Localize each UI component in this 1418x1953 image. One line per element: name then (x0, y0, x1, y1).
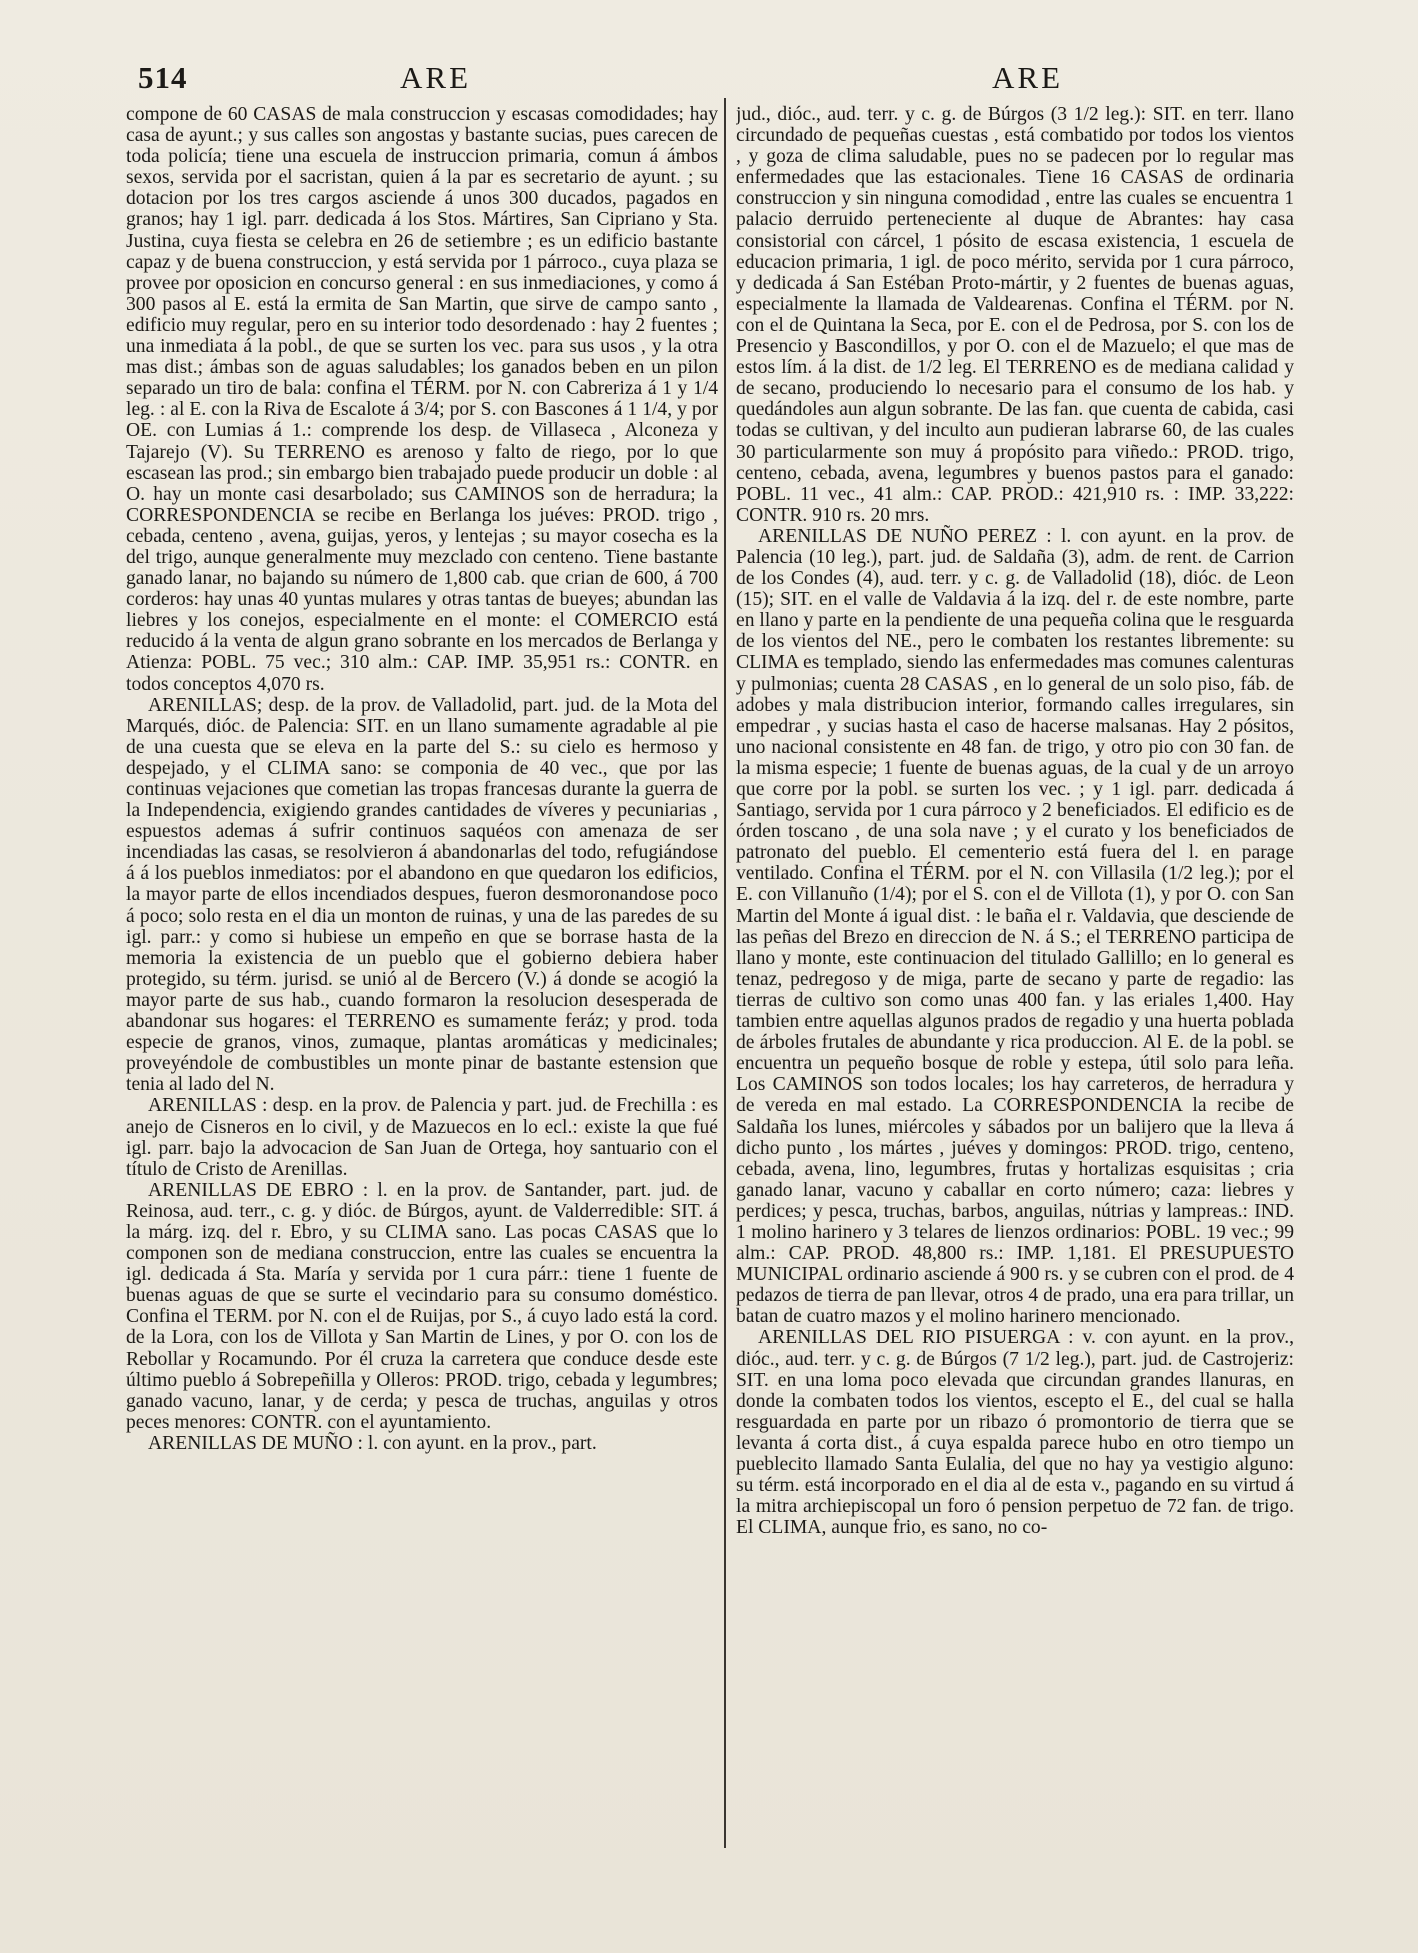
left-running-title: ARE (400, 60, 471, 95)
entry-paragraph: compone de 60 CASAS de mala construccion y escasas comodidades; hay casa de ayunt.; y sus calles son angostas y bastante sucias, pues carecen de toda policía; tiene una escuela de instruccion primaria, comun á ámbos sexos, servida por el sacristan, quien á la par es secretario de ayunt. ; su dotacion por los tres cargos asciende á unos 300 ducados, pagados en granos; hay 1 igl. parr. dedicada á los Stos. Mártires, San Cipriano y Sta. Justina, cuya fiesta se celebra en 26 de setiembre ; es un edificio bastante capaz y de buena construccion, y está servida por 1 párroco., cuya plaza se provee por oposicion en concurso general : en sus inmediaciones, y como á 300 pasos al E. está la ermita de San Martin, que sirve de campo santo , edificio muy regular, pero en su interior todo desordenado : hay 2 fuentes ; una inmediata á la pobl., de que se surten los vec. para sus usos , y la otra mas dist.; ámbas son de aguas saludables; los ganados beben en un pilon separado un tiro de bala: confina el TÉRM. por N. con Cabreriza á 1 y 1/4 leg. : al E. con la Riva de Escalote á 3/4; por S. con Bascones á 1 1/4, y por OE. con Lumias á 1.: comprende los desp. de Villaseca , Alconeza y Tajarejo (V). Su TERRENO es arenoso y falto de riego, por lo que escasean las prod.; sin embargo bien trabajado puede producir un doble : al O. hay un monte casi desarbolado; sus CAMINOS son de herradura; la CORRESPONDENCIA se recibe en Berlanga los juéves: PROD. trigo , cebada, centeno , avena, guijas, yeros, y lentejas ; su mayor cosecha es la del trigo, aunque generalmente muy mezclado con centeno. Tiene bastante ganado lanar, no bajando su número de 1,800 cab. que crian de 600, á 700 corderos: hay unas 40 yuntas mulares y otras tantas de bueyes; abundan las liebres y los conejos, especialmente en el monte: el COMERCIO está reducido á la venta de algun grano sobrante en los mercados de Berlanga y Atienza: POBL. 75 vec.; 310 alm.: CAP. IMP. 35,951 rs.: CONTR. en todos conceptos 4,070 rs. (126, 104, 718, 695)
right-column (736, 104, 1294, 1842)
page-number: 514 (138, 60, 188, 95)
entry-paragraph: ARENILLAS; desp. de la prov. de Valladolid, part. jud. de la Mota del Marqués, dióc. de Palencia: SIT. en un llano sumamente agradable al pie de una cuesta que se eleva en la parte del S.: su cielo es hermoso y despejado, y el CLIMA sano: se componia de 40 vec., que por las continuas vejaciones que cometian las tropas francesas durante la guerra de la Independencia, exigiendo grandes cantidades de víveres y pecuniarias , espuestos ademas á sufrir continuos saquéos con amenaza de ser incendiadas las casas, se resolvieron á abandonarlas del todo, refugiándose á á los pueblos inmediatos: por el abandono en que quedaron los edificios, la mayor parte de ellos incendiados despues, fueron desmoronandose poco á poco; solo resta en el dia un monton de ruinas, y una de las paredes de su igl. parr.: y como si hubiese un empeño en que se borrase hasta de la memoria la existencia de un pueblo que el gobierno debiera haber protegido, su térm. jurisd. se unió al de Bercero (V.) á donde se acogió la mayor parte de sus hab., cuando formaron la resolucion desesperada de abandonar sus hogares: el TERRENO es sumamente feráz; y prod. toda especie de granos, vinos, zumaque, plantas aromáticas y medicinales; proveyéndole de combustibles un monte pinar de bastante estension que tenia al lado del N. (126, 694, 718, 1096)
column-divider (724, 98, 726, 1848)
entry-paragraph: ARENILLAS DE EBRO : l. en la prov. de Santander, part. jud. de Reinosa, aud. terr., c. g. y dióc. de Búrgos, ayunt. de Valderredible: SIT. á la márg. izq. del r. Ebro, y su CLIMA sano. Las pocas CASAS que lo componen son de mediana construccion, entre las cuales se encuentra la igl. dedicada á Sta. María y servida por 1 cura párr.: tiene 1 fuente de buenas aguas de que se surte el vecindario para su consumo doméstico. Confina el TERM. por N. con el de Ruijas, por S., á cuyo lado está la cord. de la Lora, con los de Villota y San Martin de Lines, y por O. con los de Rebollar y Rocamundo. Por él cruza la carretera que conduce desde este último pueblo á Sobrepeñilla y Olleros: PROD. trigo, cebada y legumbres; ganado vacuno, lanar, y de cerda; y pesca de truchas, anguilas y otros peces menores: CONTR. con el ayuntamiento. (126, 1179, 718, 1433)
left-column (126, 104, 718, 1842)
entry-paragraph: ARENILLAS DEL RIO PISUERGA : v. con ayunt. en la prov., dióc., aud. terr. y c. g. de Búrgos (7 1/2 leg.), part. jud. de Castrojeriz: SIT. en una loma poco elevada que circundan grandes llanuras, en donde la combaten todos los vientos, escepto el E., del cual se halla resguardada en parte por un ribazo ó promontorio de tierra que se levanta á corta dist., á cuya espalda parece hubo en otro tiempo un pueblecito llamado Santa Eulalia, del que no hay ya vestigio alguno: su térm. está incorporado en el dia al de esta v., pagando en su virtud á la mitra archiepiscopal un foro ó pension perpetuo de 72 fan. de trigo. El CLIMA, aunque frio, es sano, no co- (736, 1327, 1294, 1539)
right-running-title: ARE (992, 60, 1063, 95)
entry-paragraph: ARENILLAS : desp. en la prov. de Palencia y part. jud. de Frechilla : es anejo de Cisneros en lo civil, y de Mazuecos en lo ecl.: existe la que fué igl. parr. bajo la advocacion de San Juan de Ortega, hoy santuario con el título de Cristo de Arenillas. (126, 1095, 718, 1180)
entry-paragraph: ARENILLAS DE NUÑO PEREZ : l. con ayunt. en la prov. de Palencia (10 leg.), part. jud. de Saldaña (3), adm. de rent. de Carrion de los Condes (4), aud. terr. y c. g. de Valladolid (18), dióc. de Leon (15); SIT. en el valle de Valdavia á la izq. del r. de este nombre, parte en llano y parte en la pendiente de una pequeña colina que le resguarda de los vientos del NE., pero le combaten los restantes libremente: su CLIMA es templado, siendo las enfermedades mas comunes calenturas y pulmonias; cuenta 28 CASAS , en lo general de un solo piso, fáb. de adobes y mala distribucion interior, formando calles irregulares, sin empedrar , y sucias hasta el caso de hacerse malsanas. Hay 2 pósitos, uno nacional consistente en 48 fan. de trigo, y otro pio con 30 fan. de la misma especie; 1 fuente de buenas aguas, de la cual y de un arroyo que corre por la pobl. se surten los vec. ; y 1 igl. parr. dedicada á Santiago, servida por 1 cura párroco y 2 beneficiados. El edificio es de órden toscano , de una sola nave ; y el curato y los beneficiados de patronato del pueblo. El cementerio está fuera del l. en parage ventilado. Confina el TÉRM. por el N. con Villasila (1/2 leg.); por el E. con Villanuño (1/4); por el S. con el de Villota (1), y por O. con San Martin del Monte á igual dist. : le baña el r. Valdavia, que desciende de las peñas del Brezo en direccion de N. á S.; el TERRENO participa de llano y monte, este continuacion del titulado Gallillo; en lo general es tenaz, pedregoso y de miga, parte de secano y parte de regadio: las tierras de cultivo son como unas 400 fan. y las eriales 1,400. Hay tambien entre aquellas algunos prados de regadio y una huerta poblada de árboles frutales de abundante y rica produccion. Al E. de la pobl. se encuentra un pequeño bosque de roble y estepa, útil solo para leña. Los CAMINOS son todos locales; los hay carreteros, de herradura y de vereda en mal estado. La CORRESPONDENCIA la recibe de Saldaña los lunes, miércoles y sábados por un balijero que la lleva á dicho punto , los mártes , juéves y domingos: PROD. trigo, centeno, cebada, avena, lino, legumbres, frutas y hortalizas esquisitas ; cria ganado lanar, vacuno y caballar en corto número; caza: liebres y perdices; y pesca, truchas, barbos, anguilas, nútrias y lampreas.: IND. 1 molino harinero y 3 telares de lienzos ordinarios: POBL. 19 vec.; 99 alm.: CAP. PROD. 48,800 rs.: IMP. 1,181. El PRESUPUESTO MUNICIPAL ordinario asciende á 900 rs. y se cubren con el prod. de 4 pedazos de tierra de pan llevar, otros 4 de prado, una era para trillar, un batan de cuatro mazos y el molino harinero mencionado. (736, 525, 1294, 1328)
entry-paragraph: ARENILLAS DE MUÑO : l. con ayunt. en la prov., part. (148, 1432, 597, 1454)
running-header (0, 60, 1418, 106)
entry-paragraph: jud., dióc., aud. terr. y c. g. de Búrgos (3 1/2 leg.): SIT. en terr. llano circundado de pequeñas cuestas , está combatido por todos los vientos , y goza de clima saludable, pues no se padecen por lo regular mas enfermedades que las estacionales. Tiene 16 CASAS de ordinaria construccion y sin ninguna comodidad , entre las cuales se encuentra 1 palacio derruido perteneciente al duque de Abrantes: hay casa consistorial con cárcel, 1 pósito de escasa existencia, 1 escuela de educacion primaria, 1 igl. de poco mérito, servida por 1 cura párroco, y dedicada á San Estéban Proto-mártir, y 2 fuentes de buenas aguas, especialmente la llamada de Valdearenas. Confina el TÉRM. por N. con el de Quintana la Seca, por E. con el de Pedrosa, por S. con los de Presencio y Bascondillos, y por O. con el de Mazuelo; el que mas de estos lím. á la dist. de 1/2 leg. El TERRENO es de mediana calidad y de secano, produciendo lo necesario para el consumo de los hab. y quedándoles aun algun sobrante. De las fan. que cuenta de cabida, casi todas se cultivan, y del inculto aun pudieran labrarse 60, de las cuales 30 particularmente son muy á propósito para viñedo.: PROD. trigo, centeno, cebada, avena, legumbres y buenos pastos para el ganado: POBL. 11 vec., 41 alm.: CAP. PROD.: 421,910 rs. : IMP. 33,222: CONTR. 910 rs. 20 mrs. (736, 104, 1294, 526)
